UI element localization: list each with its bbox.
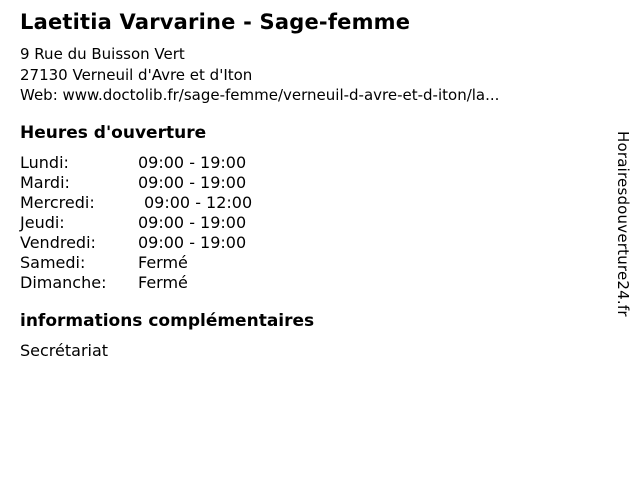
- address-street: 9 Rue du Buisson Vert: [20, 45, 185, 63]
- day-label: Vendredi:: [20, 233, 96, 252]
- opening-hours-heading: Heures d'ouverture: [20, 123, 207, 143]
- time-value: Fermé: [138, 273, 188, 292]
- table-row: [20, 213, 252, 233]
- day-label: Jeudi:: [20, 213, 65, 232]
- day-label: Lundi:: [20, 153, 69, 172]
- website-line: Web: www.doctolib.fr/sage-femme/verneuil-d-avre-et-d-iton/la...: [20, 86, 500, 104]
- address-block: [20, 44, 499, 106]
- address-city: 27130 Verneuil d'Avre et d'Iton: [20, 65, 253, 84]
- time-value: 09:00 - 19:00: [138, 173, 247, 192]
- page-title: Laetitia Varvarine - Sage-femme: [20, 10, 411, 34]
- time-value: Fermé: [138, 253, 188, 272]
- day-label: Samedi:: [20, 253, 86, 272]
- table-row: [20, 273, 252, 293]
- day-label: Mercredi:: [20, 193, 95, 212]
- table-row: [20, 153, 252, 173]
- table-row: [20, 253, 252, 273]
- watermark-site-name: Horairesdouverture24.fr: [614, 131, 632, 317]
- time-value: 09:00 - 12:00: [144, 193, 253, 212]
- additional-info-text: Secrétariat: [20, 341, 109, 360]
- table-row: [20, 193, 252, 213]
- opening-hours-table: [20, 153, 252, 293]
- table-row: [20, 173, 252, 193]
- day-label: Mardi:: [20, 173, 70, 192]
- time-value: 09:00 - 19:00: [138, 213, 247, 232]
- day-label: Dimanche:: [20, 273, 107, 292]
- additional-info-heading: informations complémentaires: [20, 311, 315, 331]
- time-value: 09:00 - 19:00: [138, 153, 247, 172]
- table-row: [20, 233, 252, 253]
- time-value: 09:00 - 19:00: [138, 233, 247, 252]
